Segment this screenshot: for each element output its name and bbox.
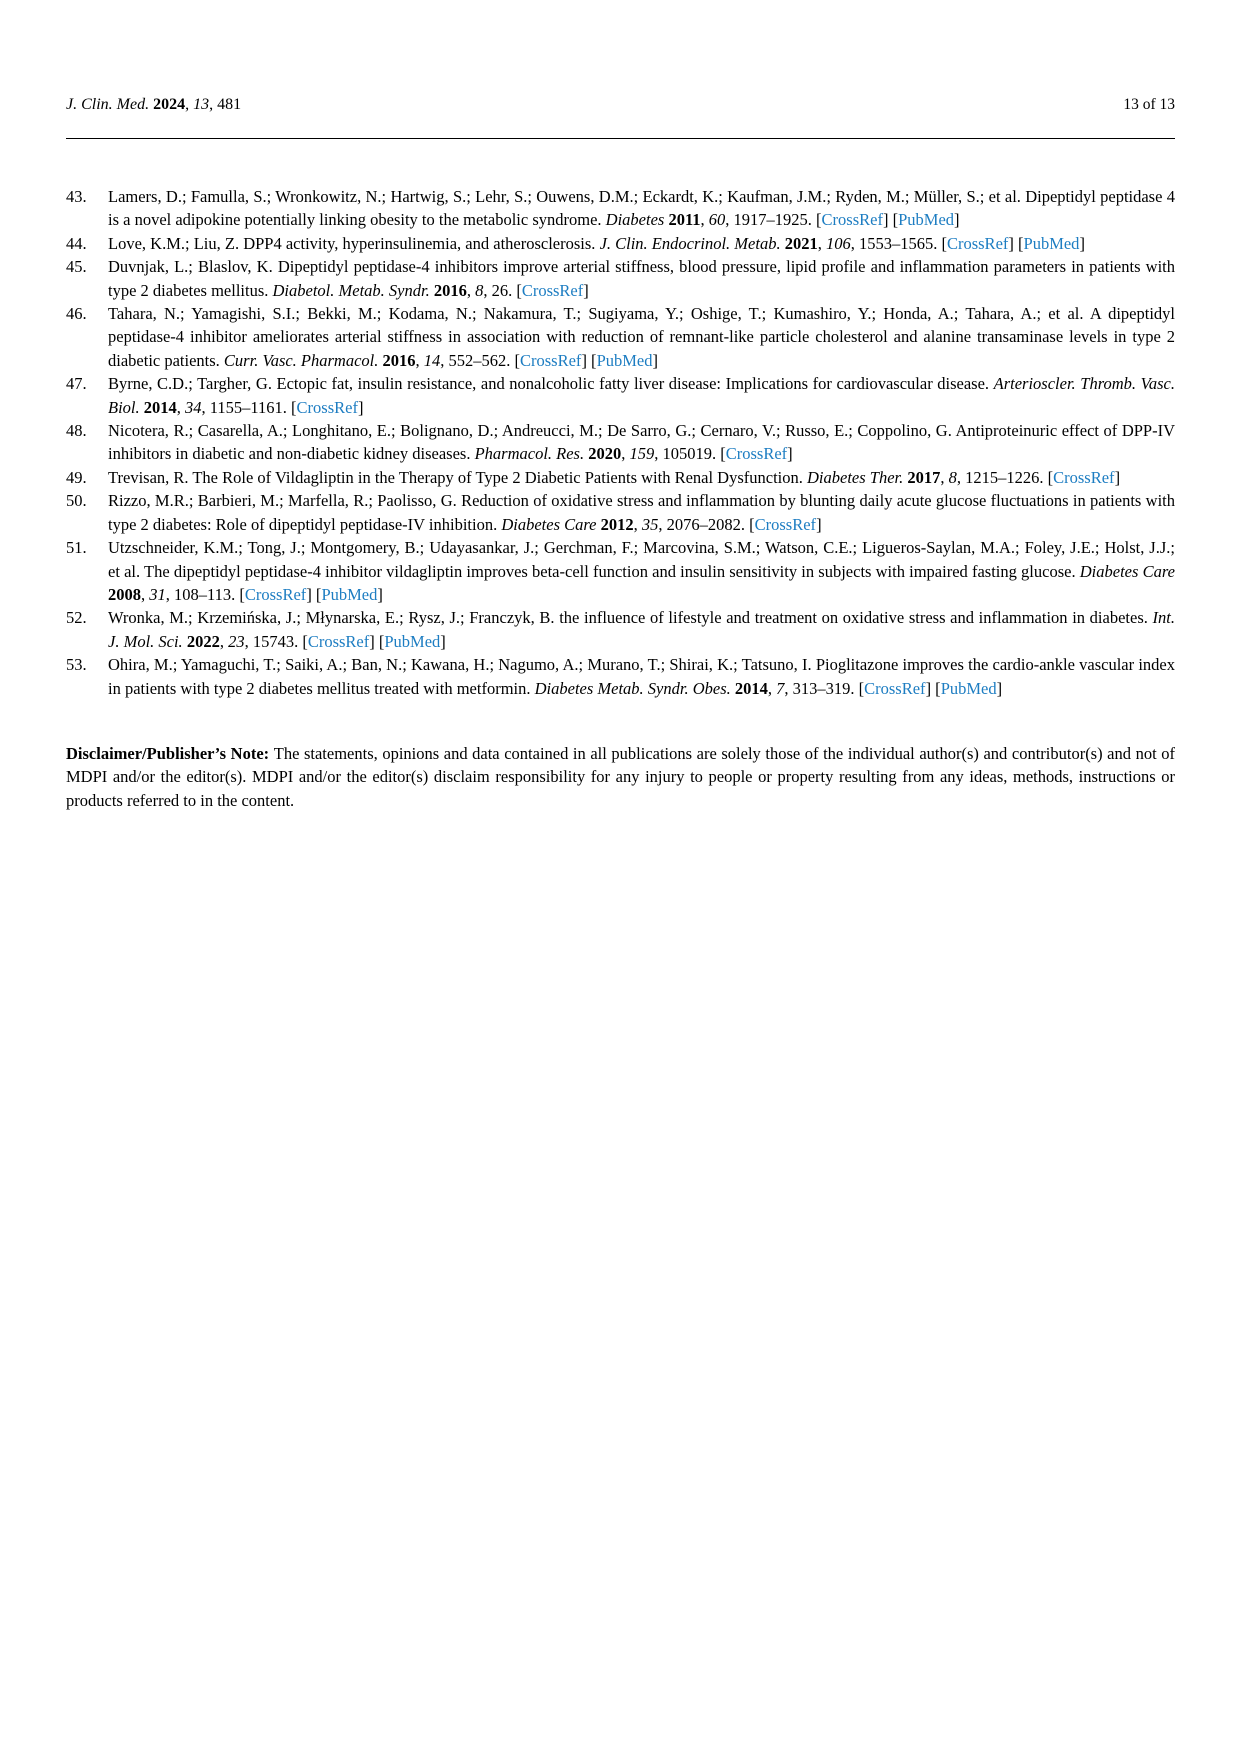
text-run: 2021 bbox=[784, 233, 818, 253]
text-run: , bbox=[466, 280, 476, 300]
text-run: , bbox=[767, 678, 777, 698]
reference-number: 44. bbox=[66, 233, 87, 253]
text-run: 13 bbox=[193, 96, 210, 113]
text-run: , bbox=[219, 631, 229, 651]
text-run: 14 bbox=[423, 350, 441, 370]
text-run: ] [ bbox=[1008, 233, 1024, 253]
text-run: , bbox=[940, 467, 949, 487]
disclaimer-note bbox=[66, 742, 1175, 812]
reference-number: 43. bbox=[66, 187, 87, 206]
page-indicator: 13 of 13 bbox=[1123, 96, 1175, 113]
text-run: , bbox=[700, 210, 709, 230]
crossref-link[interactable]: CrossRef bbox=[946, 233, 1009, 253]
text-run: Byrne, C.D.; Targher, G. Ectopic fat, insulin resistance, and nonalcoholic fatty liver disease: Implications for cardiovascular disease. bbox=[108, 374, 994, 394]
text-run: The statements, opinions and data contained in all publications are solely those of the individual author(s) and contributor(s) and not of MDPI and/or the editor(s). MDPI and/or the editor(s) disclaim responsibility for any injury to people or property resulting from any ideas, methods, instructions or products referred to in the content. bbox=[66, 743, 1175, 810]
text-run: , 552–562. [ bbox=[440, 350, 521, 370]
text-run: 34 bbox=[185, 397, 202, 417]
text-run: 2008 bbox=[108, 584, 141, 604]
text-run: 2016 bbox=[382, 350, 416, 370]
crossref-link[interactable]: CrossRef bbox=[296, 397, 358, 417]
text-run: Diabetes bbox=[605, 210, 669, 230]
text-run: 159 bbox=[629, 444, 655, 464]
crossref-link[interactable]: CrossRef bbox=[520, 350, 582, 370]
reference-number: 53. bbox=[66, 655, 87, 675]
text-run: , 2076–2082. [ bbox=[658, 514, 755, 534]
text-run: 8 bbox=[948, 467, 957, 487]
crossref-link[interactable]: CrossRef bbox=[754, 514, 817, 534]
text-run: , bbox=[633, 514, 642, 534]
text-run: ] bbox=[996, 678, 1003, 698]
text-run: Wronka, M.; Krzemińska, J.; Młynarska, E.; Rysz, J.; Franczyk, B. the influence of lifestyle and treatment on oxidative stress and inflammation in diabetes. bbox=[108, 608, 1153, 628]
text-run: Curr. Vasc. Pharmacol. bbox=[223, 350, 383, 370]
text-run: 2022 bbox=[186, 631, 220, 651]
reference-text bbox=[108, 232, 1175, 255]
pubmed-link[interactable]: PubMed bbox=[1023, 233, 1080, 253]
pubmed-link[interactable]: PubMed bbox=[898, 210, 955, 230]
reference-item bbox=[66, 232, 1175, 255]
text-run: 2017 bbox=[907, 467, 941, 487]
reference-list bbox=[66, 185, 1175, 700]
text-run: ] bbox=[583, 280, 589, 300]
text-run: , bbox=[817, 233, 826, 253]
text-run: 2014 bbox=[143, 397, 177, 417]
text-run: ] bbox=[787, 444, 793, 464]
text-run: Love, K.M.; Liu, Z. DPP4 activity, hyperinsulinemia, and atherosclerosis. bbox=[108, 233, 600, 253]
text-run: , 26. [ bbox=[483, 280, 522, 300]
reference-text bbox=[108, 466, 1175, 489]
text-run: 2012 bbox=[600, 514, 634, 534]
reference-number: 50. bbox=[66, 491, 87, 511]
text-run: , 105019. [ bbox=[654, 444, 726, 464]
text-run: 2011 bbox=[668, 210, 701, 230]
crossref-link[interactable]: CrossRef bbox=[521, 280, 584, 300]
text-run: Rizzo, M.R.; Barbieri, M.; Marfella, R.; Paolisso, G. Reduction of oxidative stress and inflammation by blunting daily acute glucose fluctuations in patients with type 2 diabetes: Role of dipeptidyl peptidase-IV inhibition. bbox=[108, 491, 1175, 534]
page-body bbox=[66, 185, 1175, 812]
reference-item bbox=[66, 302, 1175, 372]
crossref-link[interactable]: CrossRef bbox=[821, 210, 883, 230]
pubmed-link[interactable]: PubMed bbox=[321, 584, 378, 604]
text-run: 2024 bbox=[153, 96, 186, 113]
reference-item bbox=[66, 185, 1175, 232]
text-run: , bbox=[141, 584, 150, 604]
text-run: , 481 bbox=[209, 96, 242, 113]
text-run: Trevisan, R. The Role of Vildagliptin in the Therapy of Type 2 Diabetic Patients with Renal Dysfunction. bbox=[108, 467, 808, 487]
reference-item bbox=[66, 606, 1175, 653]
reference-text bbox=[108, 653, 1175, 700]
text-run: ] [ bbox=[925, 678, 941, 698]
text-run: , 1215–1226. [ bbox=[956, 467, 1054, 487]
reference-text bbox=[108, 419, 1175, 466]
reference-item bbox=[66, 419, 1175, 466]
reference-number: 49. bbox=[66, 467, 87, 487]
text-run: Duvnjak, L.; Blaslov, K. Dipeptidyl peptidase-4 inhibitors improve arterial stiffness, blood pressure, lipid profile and inflammation parameters in patients with type 2 diabetes mellitus. bbox=[108, 257, 1175, 300]
text-run: Lamers, D.; Famulla, S.; Wronkowitz, N.; Hartwig, S.; Lehr, S.; Ouwens, D.M.; Eckardt, K.; Kaufman, J.M.; Ryden, M.; Müller, S.; et al. Dipeptidyl peptidase 4 is a novel adipokine potentially linking obesity to the metabolic syndrome. bbox=[108, 187, 1175, 230]
text-run: ] bbox=[357, 397, 364, 417]
reference-number: 48. bbox=[66, 421, 87, 441]
reference-number: 46. bbox=[66, 304, 87, 324]
text-run: ] bbox=[954, 210, 960, 230]
page-header bbox=[66, 0, 1175, 139]
text-run: , 108–113. [ bbox=[165, 584, 245, 604]
pubmed-link[interactable]: PubMed bbox=[940, 678, 997, 698]
text-run: Diabetol. Metab. Syndr. bbox=[272, 280, 434, 300]
crossref-link[interactable]: CrossRef bbox=[307, 631, 370, 651]
reference-text bbox=[108, 302, 1175, 372]
text-run: , 1155–1161. [ bbox=[201, 397, 297, 417]
text-run: Diabetes Care bbox=[501, 514, 601, 534]
text-run: Diabetes Metab. Syndr. Obes. bbox=[534, 678, 735, 698]
text-run: ] bbox=[1114, 467, 1121, 487]
text-run: J. Clin. Endocrinol. Metab. bbox=[599, 233, 785, 253]
text-run: Arterioscler. Thromb. Vasc. Biol. bbox=[108, 374, 1175, 417]
reference-text bbox=[108, 255, 1175, 302]
reference-item bbox=[66, 372, 1175, 419]
reference-item bbox=[66, 466, 1175, 489]
text-run: ] [ bbox=[369, 631, 385, 651]
text-run: 60 bbox=[708, 210, 726, 230]
text-run: , bbox=[621, 444, 630, 464]
reference-item bbox=[66, 489, 1175, 536]
reference-number: 47. bbox=[66, 374, 87, 394]
reference-text bbox=[108, 536, 1175, 606]
text-run: ] bbox=[816, 514, 822, 534]
reference-item bbox=[66, 536, 1175, 606]
reference-number: 52. bbox=[66, 608, 87, 628]
text-run: ] [ bbox=[581, 350, 597, 370]
text-run: 31 bbox=[149, 584, 166, 604]
text-run: , 313–319. [ bbox=[784, 678, 865, 698]
text-run: Tahara, N.; Yamagishi, S.I.; Bekki, M.; Kodama, N.; Nakamura, T.; Sugiyama, Y.; Oshige, T.; Kumashiro, Y.; Honda, A.; Tahara, A.; et al. A dipeptidyl peptidase-4 inhibitor ameliorates arterial stiffness in association with reduction of remnant-like particle cholesterol and alanine transaminase levels in type 2 diabetic patients. bbox=[108, 304, 1175, 370]
text-run: , bbox=[176, 397, 185, 417]
text-run: ] bbox=[1079, 233, 1085, 253]
pubmed-link[interactable]: PubMed bbox=[596, 350, 653, 370]
text-run: , bbox=[415, 350, 424, 370]
reference-text bbox=[108, 489, 1175, 536]
crossref-link[interactable]: CrossRef bbox=[1053, 467, 1115, 487]
text-run: , 1553–1565. [ bbox=[850, 233, 947, 253]
text-run: ] [ bbox=[882, 210, 899, 230]
text-run: Diabetes Care bbox=[1079, 561, 1175, 581]
text-run: 106 bbox=[825, 233, 851, 253]
reference-item bbox=[66, 255, 1175, 302]
reference-number: 51. bbox=[66, 538, 87, 558]
crossref-link[interactable]: CrossRef bbox=[244, 584, 307, 604]
text-run: , 1917–1925. [ bbox=[725, 210, 822, 230]
text-run: J. Clin. Med. bbox=[66, 96, 154, 113]
header-rule bbox=[66, 138, 1175, 139]
reference-text bbox=[108, 185, 1175, 232]
text-run: 7 bbox=[776, 678, 785, 698]
text-run: , bbox=[185, 96, 194, 113]
text-run: Disclaimer/Publisher’s Note: bbox=[66, 743, 274, 763]
reference-number: 45. bbox=[66, 257, 87, 277]
running-head bbox=[66, 0, 1175, 114]
text-run: Ohira, M.; Yamaguchi, T.; Saiki, A.; Ban, N.; Kawana, H.; Nagumo, A.; Murano, T.; Shirai, K.; Tatsuno, I. Pioglitazone improves the cardio-ankle vascular index in patients with type 2 diabetes mellitus treated with metformin. bbox=[108, 655, 1175, 698]
text-run: Int. J. Mol. Sci. bbox=[108, 608, 1175, 651]
crossref-link[interactable]: CrossRef bbox=[725, 444, 788, 464]
text-run: 35 bbox=[641, 514, 659, 534]
text-run: 2014 bbox=[734, 678, 768, 698]
text-run: ] [ bbox=[306, 584, 322, 604]
text-run: 8 bbox=[475, 280, 484, 300]
text-run: ] bbox=[652, 350, 658, 370]
text-run: ] bbox=[440, 631, 446, 651]
reference-text bbox=[108, 372, 1175, 419]
text-run: 2020 bbox=[588, 444, 622, 464]
text-run: 23 bbox=[228, 631, 245, 651]
text-run: ] bbox=[377, 584, 383, 604]
text-run: Diabetes Ther. bbox=[807, 467, 908, 487]
pubmed-link[interactable]: PubMed bbox=[384, 631, 441, 651]
text-run: 2016 bbox=[433, 280, 467, 300]
text-run: , 15743. [ bbox=[244, 631, 308, 651]
crossref-link[interactable]: CrossRef bbox=[864, 678, 926, 698]
text-run: Nicotera, R.; Casarella, A.; Longhitano, E.; Bolignano, D.; Andreucci, M.; De Sarro, G.; Cernaro, V.; Russo, E.; Coppolino, G. Antiproteinuric effect of DPP-IV inhibitors in diabetic and non-diabetic kidney diseases. bbox=[108, 421, 1175, 464]
reference-text bbox=[108, 606, 1175, 653]
text-run: Pharmacol. Res. bbox=[474, 444, 589, 464]
text-run: Utzschneider, K.M.; Tong, J.; Montgomery, B.; Udayasankar, J.; Gerchman, F.; Marcovina, S.M.; Watson, C.E.; Ligueros-Saylan, M.A.; Foley, J.E.; Holst, J.J.; et al. The dipeptidyl peptidase-4 inhibitor vildagliptin improves beta-cell function and insulin sensitivity in subjects with impaired fasting glucose. bbox=[108, 538, 1175, 581]
reference-item bbox=[66, 653, 1175, 700]
journal-citation bbox=[66, 95, 241, 114]
